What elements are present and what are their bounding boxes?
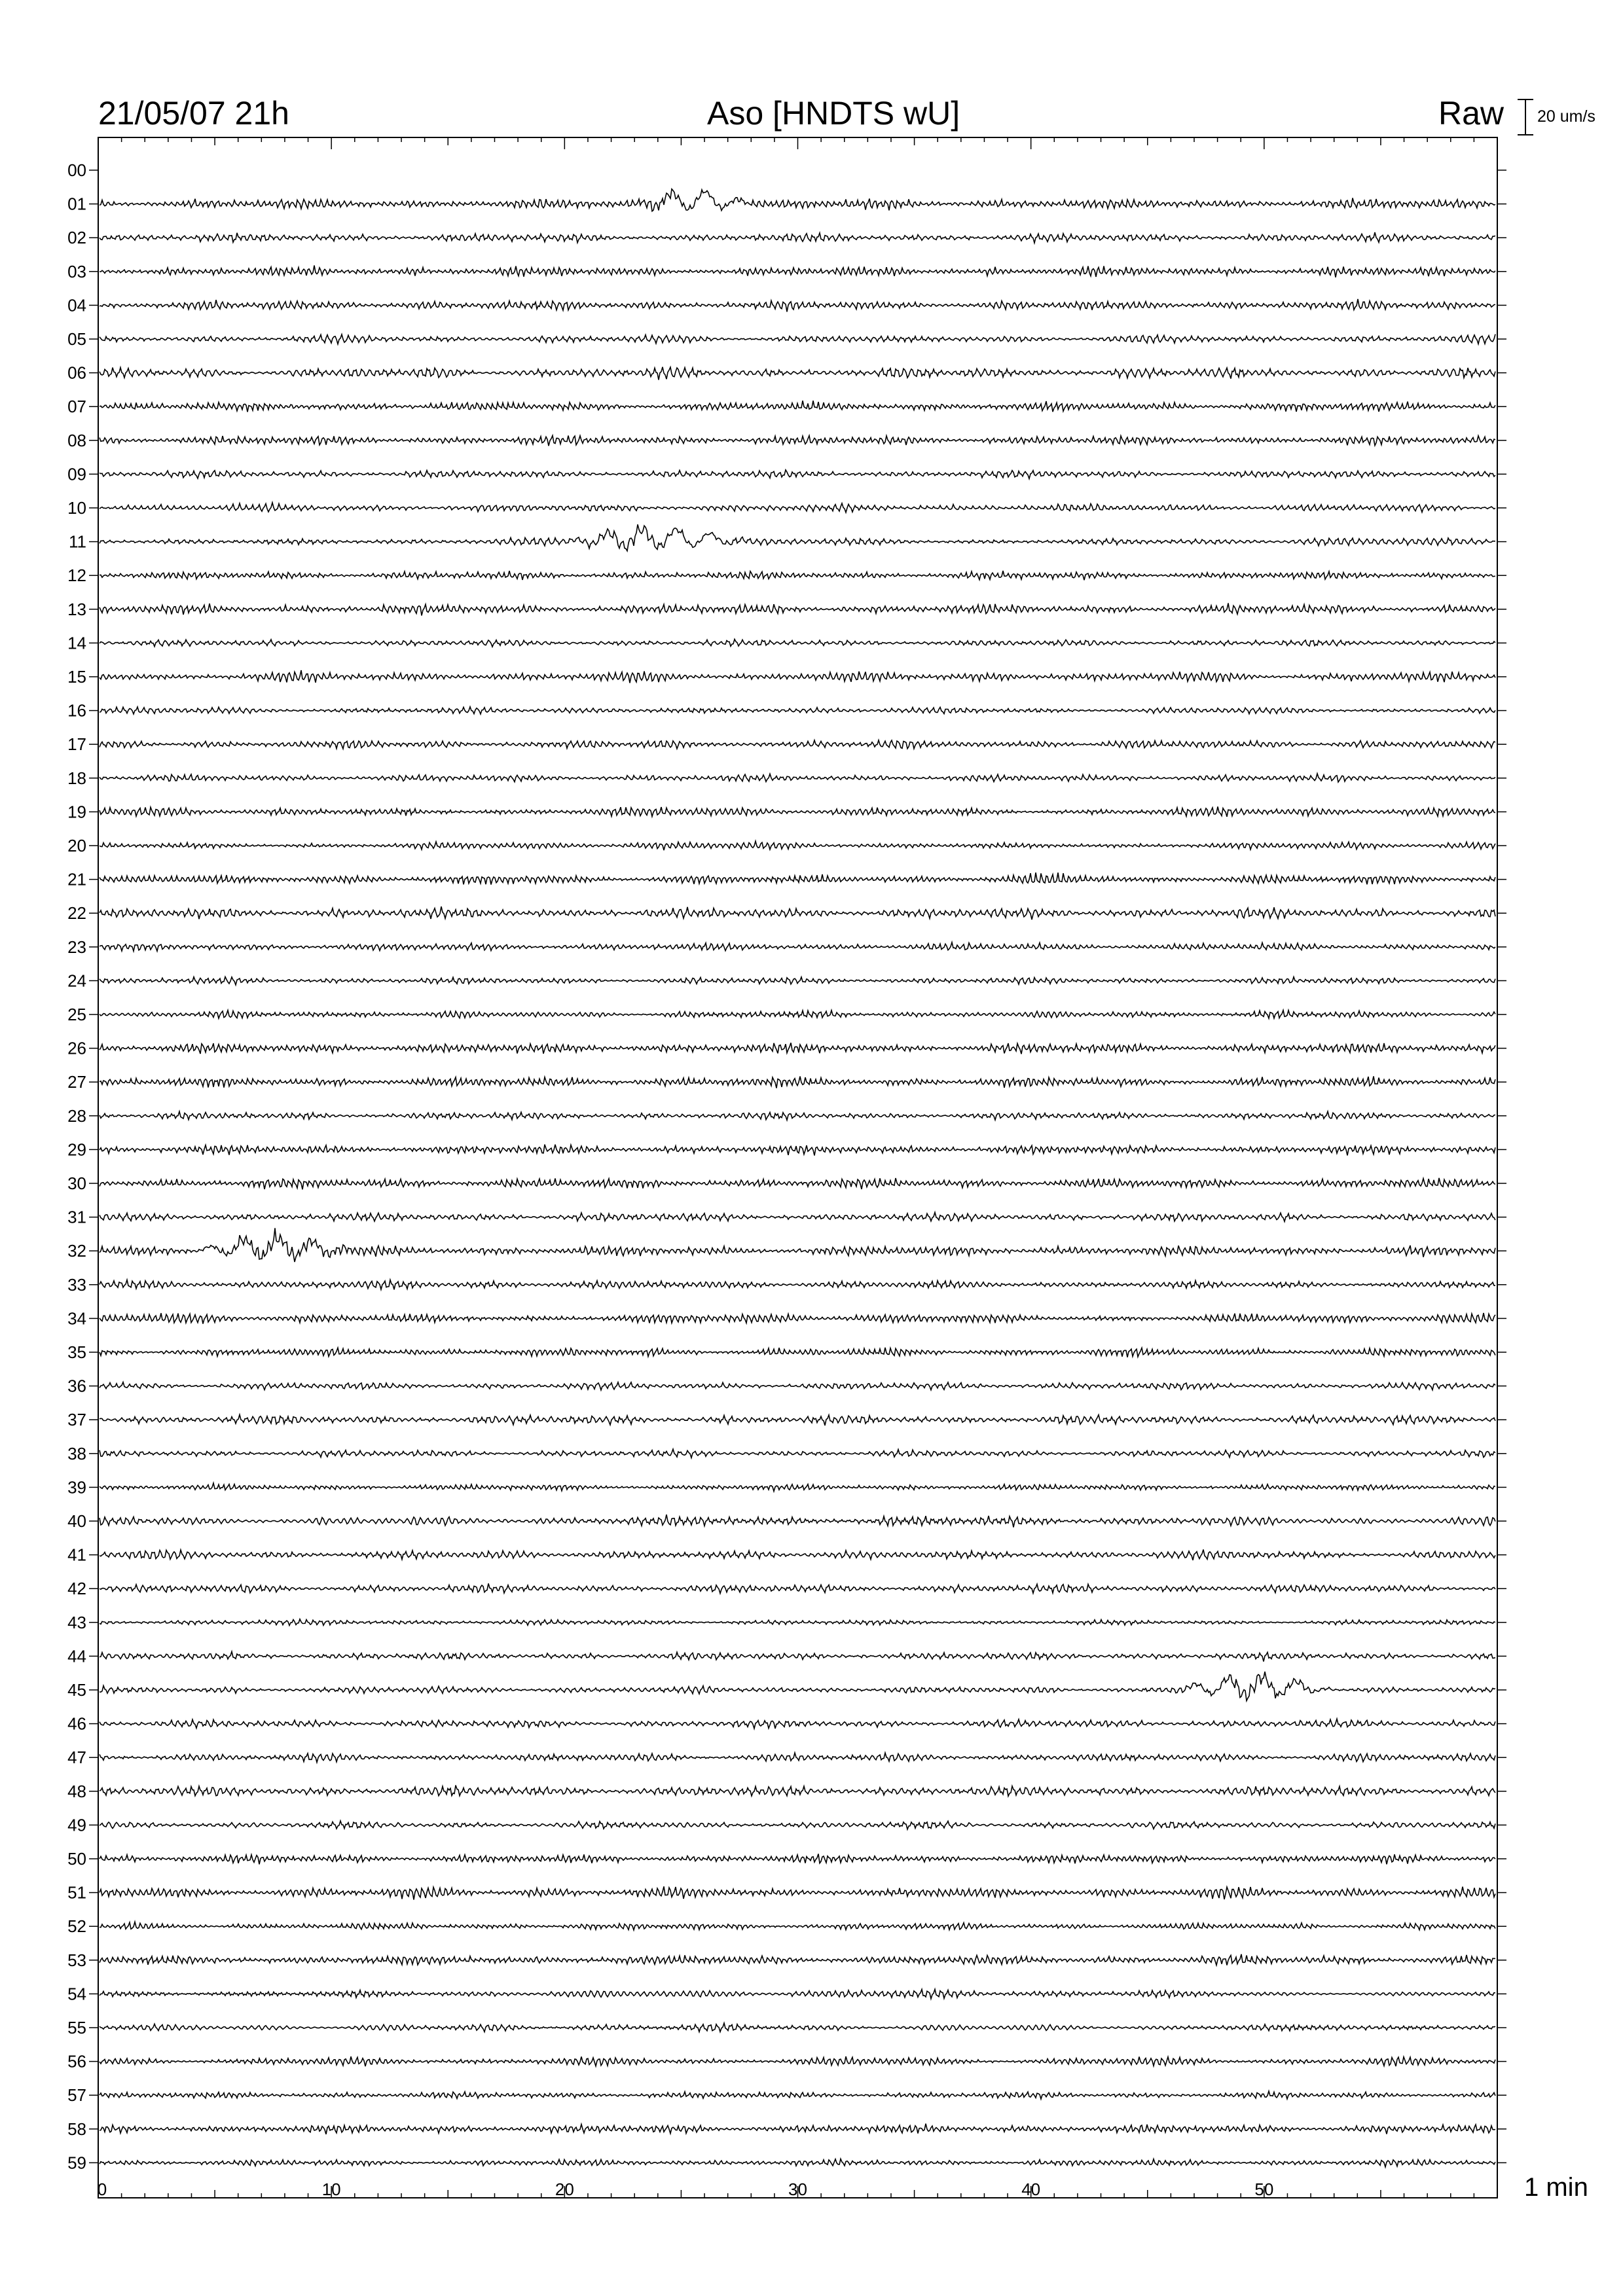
date-hour-label: 21/05/07 21h xyxy=(98,95,289,132)
chart-axes xyxy=(98,137,1497,2198)
row-label-38: 38 xyxy=(67,1443,86,1463)
trace-row-36 xyxy=(100,1382,1495,1390)
trace-row-46 xyxy=(100,1719,1495,1729)
row-label-15: 15 xyxy=(67,667,86,687)
row-label-26: 26 xyxy=(67,1038,86,1058)
trace-row-22 xyxy=(100,906,1495,920)
trace-row-52 xyxy=(100,1922,1495,1930)
trace-row-20 xyxy=(100,841,1495,850)
x-tick-label-50: 50 xyxy=(1254,2179,1274,2199)
row-label-35: 35 xyxy=(67,1342,86,1362)
row-label-02: 02 xyxy=(67,228,86,248)
amplitude-scale-bar xyxy=(1518,99,1533,135)
trace-row-47 xyxy=(100,1753,1495,1763)
row-label-24: 24 xyxy=(67,971,86,991)
trace-row-05 xyxy=(100,334,1495,344)
row-label-03: 03 xyxy=(67,261,86,281)
row-label-43: 43 xyxy=(67,1612,86,1632)
row-label-37: 37 xyxy=(67,1410,86,1430)
row-label-06: 06 xyxy=(67,363,86,383)
row-label-14: 14 xyxy=(67,633,86,653)
trace-row-37 xyxy=(100,1414,1495,1426)
x-tick-label-20: 20 xyxy=(555,2179,574,2199)
trace-row-49 xyxy=(100,1821,1495,1829)
row-label-09: 09 xyxy=(67,464,86,484)
trace-row-57 xyxy=(100,2091,1495,2099)
trace-row-53 xyxy=(100,1954,1495,1965)
x-tick-label-10: 10 xyxy=(321,2179,341,2199)
trace-row-28 xyxy=(100,1111,1495,1120)
trace-row-17 xyxy=(100,740,1495,749)
mode-label: Raw xyxy=(1438,95,1504,132)
row-label-58: 58 xyxy=(67,2119,86,2139)
row-label-25: 25 xyxy=(67,1005,86,1024)
row-label-08: 08 xyxy=(67,430,86,450)
row-label-50: 50 xyxy=(67,1849,86,1869)
row-label-22: 22 xyxy=(67,903,86,924)
row-label-05: 05 xyxy=(67,329,86,349)
trace-row-18 xyxy=(100,774,1495,782)
trace-row-38 xyxy=(100,1449,1495,1458)
row-label-39: 39 xyxy=(67,1477,86,1498)
row-label-56: 56 xyxy=(67,2051,86,2072)
x-tick-label-40: 40 xyxy=(1021,2179,1041,2199)
trace-row-23 xyxy=(100,942,1495,952)
row-label-49: 49 xyxy=(67,1815,86,1835)
trace-row-48 xyxy=(100,1785,1495,1797)
row-label-21: 21 xyxy=(67,869,86,889)
row-label-04: 04 xyxy=(67,295,86,315)
trace-row-29 xyxy=(100,1145,1495,1156)
row-label-53: 53 xyxy=(67,1950,86,1970)
trace-row-26 xyxy=(100,1043,1495,1054)
trace-row-09 xyxy=(100,470,1495,479)
row-label-48: 48 xyxy=(67,1781,86,1801)
row-label-11: 11 xyxy=(69,531,86,552)
row-label-52: 52 xyxy=(67,1916,86,1937)
row-label-07: 07 xyxy=(67,397,86,417)
trace-row-24 xyxy=(100,977,1495,984)
row-labels xyxy=(67,160,1506,2172)
trace-row-14 xyxy=(100,639,1495,647)
trace-row-04 xyxy=(100,299,1495,312)
row-label-47: 47 xyxy=(67,1748,86,1768)
row-label-23: 23 xyxy=(67,937,86,957)
trace-row-58 xyxy=(100,2124,1495,2134)
trace-row-13 xyxy=(100,603,1495,616)
plot-frame xyxy=(98,137,1497,2198)
trace-row-30 xyxy=(100,1178,1495,1190)
row-label-29: 29 xyxy=(67,1139,86,1160)
trace-row-03 xyxy=(100,266,1495,278)
trace-row-27 xyxy=(100,1076,1495,1088)
row-label-33: 33 xyxy=(67,1274,86,1295)
trace-row-07 xyxy=(100,401,1495,412)
row-label-01: 01 xyxy=(67,194,86,214)
row-label-16: 16 xyxy=(67,700,86,721)
row-label-40: 40 xyxy=(67,1511,86,1531)
trace-row-43 xyxy=(100,1619,1495,1626)
trace-row-41 xyxy=(100,1550,1495,1560)
row-label-18: 18 xyxy=(67,768,86,788)
trace-row-08 xyxy=(100,435,1495,446)
trace-row-12 xyxy=(100,571,1495,580)
row-label-54: 54 xyxy=(67,1984,86,2004)
row-label-31: 31 xyxy=(67,1207,86,1227)
trace-row-25 xyxy=(100,1011,1495,1019)
trace-row-21 xyxy=(100,872,1495,884)
trace-row-11 xyxy=(100,524,1495,551)
trace-row-16 xyxy=(100,707,1495,714)
row-label-13: 13 xyxy=(67,599,86,619)
row-label-17: 17 xyxy=(67,734,86,755)
row-label-45: 45 xyxy=(67,1680,86,1700)
trace-row-15 xyxy=(100,670,1495,683)
row-label-30: 30 xyxy=(67,1174,86,1193)
trace-row-35 xyxy=(100,1348,1495,1357)
row-label-19: 19 xyxy=(67,802,86,822)
trace-row-56 xyxy=(100,2056,1495,2066)
row-label-00: 00 xyxy=(67,160,86,180)
row-label-59: 59 xyxy=(67,2153,86,2173)
row-label-55: 55 xyxy=(67,2018,86,2037)
row-label-28: 28 xyxy=(67,1105,86,1126)
trace-row-10 xyxy=(100,503,1495,512)
trace-row-06 xyxy=(100,367,1495,380)
trace-row-32 xyxy=(100,1228,1495,1262)
trace-row-40 xyxy=(100,1515,1495,1527)
trace-row-42 xyxy=(100,1583,1495,1593)
x-tick-label-30: 30 xyxy=(788,2179,807,2199)
trace-row-45 xyxy=(100,1672,1495,1701)
row-label-27: 27 xyxy=(67,1072,86,1092)
seismic-traces xyxy=(100,189,1495,2167)
trace-row-31 xyxy=(100,1212,1495,1221)
trace-row-55 xyxy=(100,2023,1495,2032)
row-label-12: 12 xyxy=(67,565,86,586)
row-label-51: 51 xyxy=(67,1882,86,1903)
x-tick-label-0: 0 xyxy=(97,2179,107,2199)
row-label-57: 57 xyxy=(67,2085,86,2106)
row-label-44: 44 xyxy=(67,1646,86,1666)
trace-row-33 xyxy=(100,1280,1495,1289)
row-label-32: 32 xyxy=(67,1241,86,1261)
row-label-41: 41 xyxy=(67,1545,86,1565)
row-label-46: 46 xyxy=(67,1713,86,1734)
trace-row-34 xyxy=(100,1313,1495,1324)
trace-row-44 xyxy=(100,1651,1495,1661)
trace-row-02 xyxy=(100,232,1495,243)
trace-row-39 xyxy=(100,1483,1495,1492)
row-label-10: 10 xyxy=(67,498,86,518)
trace-row-50 xyxy=(100,1854,1495,1865)
trace-row-59 xyxy=(100,2159,1495,2167)
trace-row-51 xyxy=(100,1886,1495,1899)
row-label-36: 36 xyxy=(67,1376,86,1396)
trace-row-01 xyxy=(100,189,1495,211)
row-label-42: 42 xyxy=(67,1579,86,1599)
row-label-34: 34 xyxy=(67,1308,86,1329)
amplitude-scale-label: 20 um/s xyxy=(1537,107,1596,126)
x-axis-unit-label: 1 min xyxy=(1524,2173,1588,2202)
trace-row-19 xyxy=(100,806,1495,816)
trace-row-54 xyxy=(100,1989,1495,1999)
row-label-20: 20 xyxy=(67,836,86,855)
x-tick-labels xyxy=(98,2179,1274,2199)
